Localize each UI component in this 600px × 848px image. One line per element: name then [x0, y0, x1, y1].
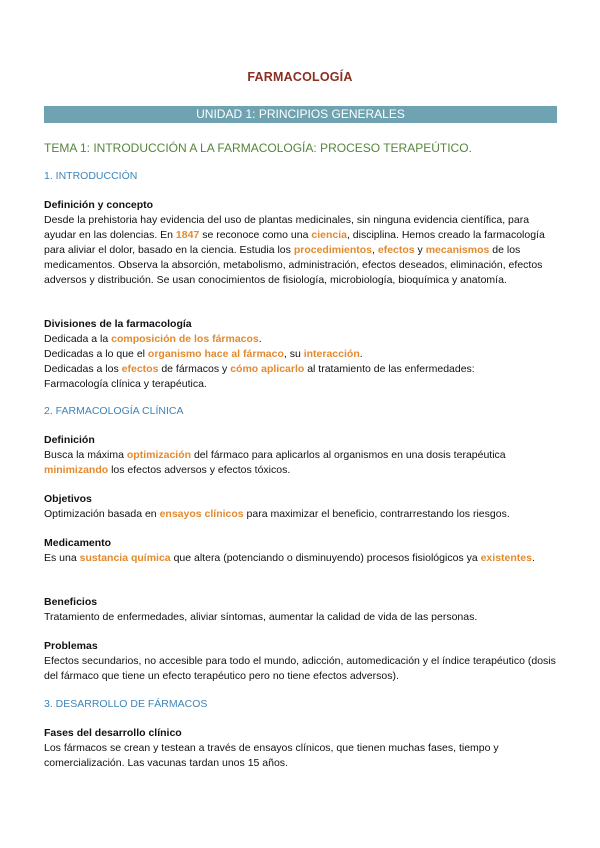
highlight: existentes	[480, 552, 532, 564]
unit-banner: UNIDAD 1: PRINCIPIOS GENERALES	[44, 106, 557, 123]
divisions-line-2	[44, 347, 564, 362]
text: .	[359, 348, 363, 360]
text: , su	[283, 348, 304, 360]
clinical-definition-paragraph	[44, 448, 564, 478]
clinical-definition-block	[44, 433, 564, 478]
phases-paragraph: Los fármacos se crean y testean a través de ensayos clínicos, que tienen muchas fases, tiempo y comercialización. Las vacunas tardan unos 15 años.	[44, 742, 499, 769]
medication-heading: Medicamento	[44, 537, 112, 549]
benefits-block	[44, 595, 564, 625]
objectives-heading: Objetivos	[44, 493, 92, 505]
text: .	[258, 333, 262, 345]
highlight: efectos	[377, 244, 415, 256]
section-1-title: 1. INTRODUCCIÓN	[44, 170, 138, 182]
highlight: procedimientos	[293, 244, 373, 256]
divisions-line-3	[44, 362, 564, 377]
text: del fármaco para aplicarlos al organismos en una dosis terapéutica	[191, 449, 506, 461]
text: Dedicadas a lo que el	[44, 348, 148, 360]
section-2-title: 2. FARMACOLOGÍA CLÍNICA	[44, 405, 184, 417]
phases-block	[44, 726, 564, 771]
text: se reconoce como una	[199, 229, 312, 241]
highlight: mecanismos	[425, 244, 490, 256]
text: Busca la máxima	[44, 449, 127, 461]
highlight: cómo aplicarlo	[230, 363, 305, 375]
text: Optimización basada en	[44, 508, 160, 520]
divisions-block	[44, 317, 564, 392]
highlight: organismo hace al fármaco	[147, 348, 284, 360]
text: los efectos adversos y efectos tóxicos.	[108, 464, 291, 476]
highlight: minimizando	[44, 464, 109, 476]
highlight: sustancia química	[79, 552, 171, 564]
highlight: 1847	[175, 229, 200, 241]
text: Desde la prehistoria hay evidencia del uso de plantas medicinales, sin ninguna evidencia científica, para ayudar en las dolencias. En	[44, 214, 530, 241]
divisions-line-4: Farmacología clínica y terapéutica.	[44, 378, 207, 390]
text: y	[414, 244, 426, 256]
clinical-definition-heading: Definición	[44, 434, 95, 446]
benefits-paragraph: Tratamiento de enfermedades, aliviar síntomas, aumentar la calidad de vida de las personas.	[44, 611, 478, 623]
text: Dedicada a la	[44, 333, 112, 345]
problems-block	[44, 639, 564, 684]
highlight: ciencia	[311, 229, 347, 241]
document-title: FARMACOLOGÍA	[247, 70, 353, 84]
medication-block	[44, 536, 564, 566]
benefits-heading: Beneficios	[44, 596, 98, 608]
text: de los medicamentos. Observa la absorción, metabolismo, administración, efectos deseados, eliminación, efectos adversos y distribución. Se usan conocimientos de fisiología, microbiología, bioquímica y anatomía.	[44, 244, 543, 286]
text: , disciplina. Hemos creado la farmacología para aliviar el dolor, basado en la ciencia. Estudia los	[44, 229, 545, 256]
problems-paragraph: Efectos secundarios, no accesible para todo el mundo, adicción, automedicación y el índice terapéutico (dosis del fármaco que tiene un efecto terapéutico pero no tiene efectos adversos).	[44, 655, 556, 682]
text: al tratamiento de las enfermedades:	[304, 363, 475, 375]
text: ,	[372, 244, 378, 256]
section-3-title: 3. DESARROLLO DE FÁRMACOS	[44, 698, 208, 710]
text: para maximizar el beneficio, contrarrestando los riesgos.	[243, 508, 510, 520]
text: Es una	[44, 552, 80, 564]
definition-concept-block	[44, 198, 564, 288]
topic-heading: TEMA 1: INTRODUCCIÓN A LA FARMACOLOGÍA: PROCESO TERAPEÚTICO.	[44, 141, 472, 155]
highlight: efectos	[121, 363, 159, 375]
text: de fármacos y	[158, 363, 231, 375]
text: .	[531, 552, 535, 564]
divisions-line-1	[44, 332, 564, 347]
highlight: optimización	[126, 449, 192, 461]
highlight: interacción	[303, 348, 360, 360]
objectives-paragraph	[44, 507, 564, 522]
definition-concept-paragraph	[44, 213, 564, 288]
definition-concept-heading: Definición y concepto	[44, 199, 154, 211]
objectives-block	[44, 492, 564, 522]
divisions-heading: Divisiones de la farmacología	[44, 318, 192, 330]
highlight: ensayos clínicos	[159, 508, 244, 520]
phases-heading: Fases del desarrollo clínico	[44, 727, 182, 739]
text: Dedicadas a los	[44, 363, 122, 375]
medication-paragraph	[44, 551, 564, 566]
problems-heading: Problemas	[44, 640, 98, 652]
text: que altera (potenciando o disminuyendo) procesos fisiológicos ya	[170, 552, 481, 564]
highlight: composición de los fármacos	[111, 333, 259, 345]
